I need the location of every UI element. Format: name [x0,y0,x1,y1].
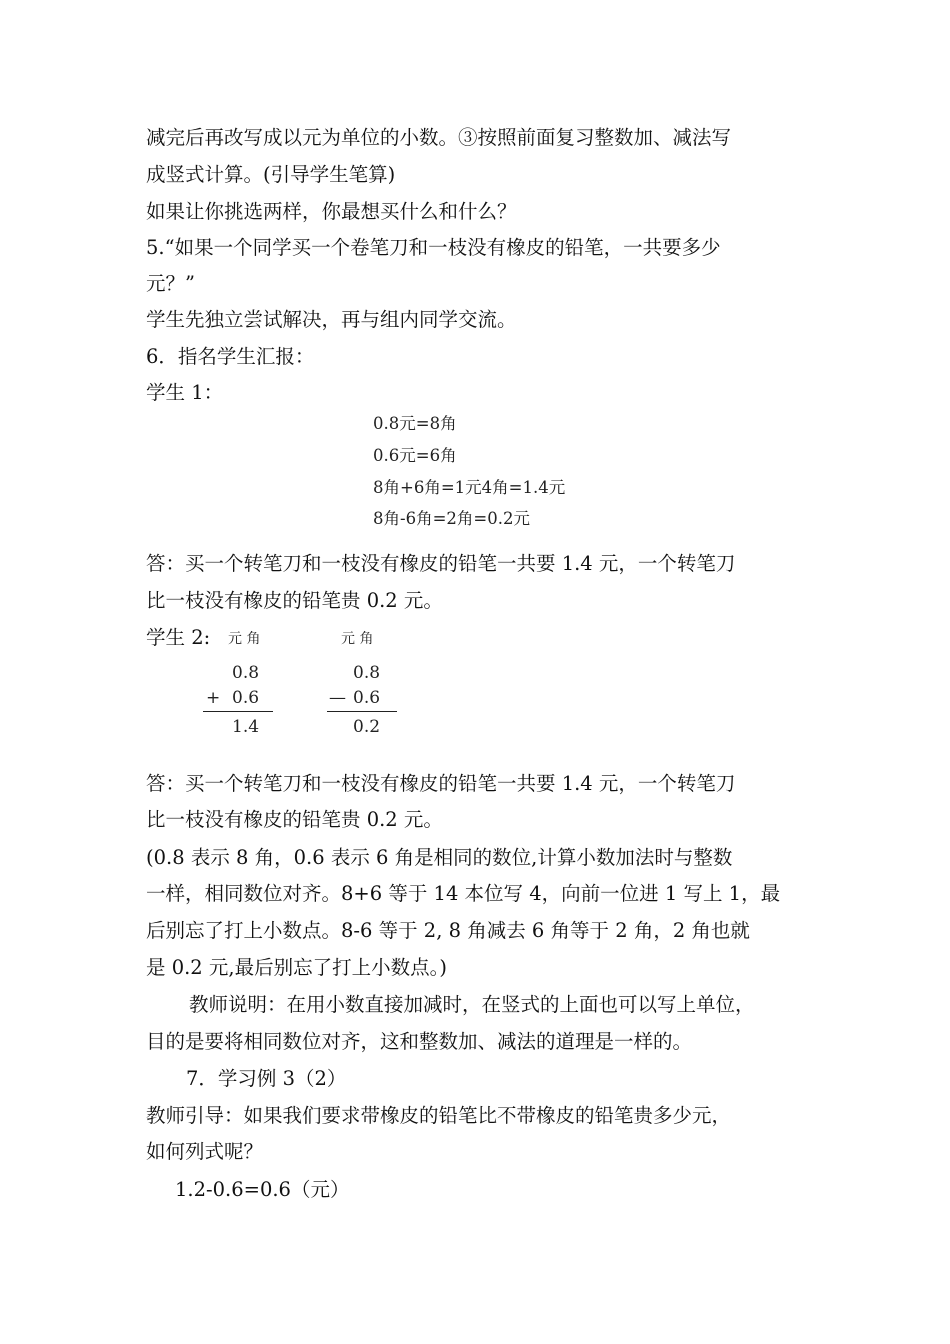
answer-line: 比一枝没有橡皮的铅笔贵 0.2 元。 [146,808,443,831]
difference-line [327,711,397,712]
answer-line: 答：买一个转笔刀和一枝没有橡皮的铅笔一共要 1.4 元，一个转笔刀 [146,772,736,795]
student-1-label: 学生 1： [146,381,224,404]
difference-result: 0.2 [353,717,381,737]
addend-bottom: 0.6 [232,688,260,708]
answer-line: 答：买一个转笔刀和一枝没有橡皮的铅笔一共要 1.4 元，一个转笔刀 [146,552,736,575]
explanation-line: 后别忘了打上小数点。8-6 等于 2, 8 角减去 6 角等于 2 角，2 角也就 [146,919,750,942]
explanation-line: 是 0.2 元,最后别忘了打上小数点。) [146,956,447,979]
plus-sign: + [206,688,221,708]
text-line: 如果让你挑选两样，你最想买什么和什么？ [146,200,517,223]
text-line: 6．指名学生汇报： [146,345,315,368]
teacher-guide-line: 教师引导：如果我们要求带橡皮的铅笔比不带橡皮的铅笔贵多少元， [146,1104,732,1127]
explanation-line: 一样，相同数位对齐。8+6 等于 14 本位写 4，向前一位进 1 写上 1，最 [146,882,781,905]
calc-line: 8角+6角=1元4角=1.4元 [373,478,566,497]
unit-label: 元 角 [341,631,374,647]
calc-line: 0.6元=6角 [373,446,457,465]
teacher-note-line: 目的是要将相同数位对齐，这和整数加、减法的道理是一样的。 [146,1030,693,1053]
text-line: 5.“如果一个同学买一个卷笔刀和一枝没有橡皮的铅笔，一共要多少 [146,236,721,259]
calc-line: 8角-6角=2角=0.2元 [373,509,530,528]
minus-sign: — [329,688,346,708]
answer-line: 比一枝没有橡皮的铅笔贵 0.2 元。 [146,589,443,612]
addend-top: 0.8 [232,663,260,683]
text-line: 学生先独立尝试解决，再与组内同学交流。 [146,308,517,331]
sum-result: 1.4 [232,717,260,737]
text-line: 元？” [146,272,195,295]
teacher-guide-line: 如何列式呢？ [146,1140,264,1163]
section-heading: 7．学习例 3（2） [186,1067,347,1090]
student-2-label: 学生 2: [146,626,211,649]
minuend: 0.8 [353,663,381,683]
unit-label: 元 角 [228,631,261,647]
calc-line: 0.8元=8角 [373,414,457,433]
text-line: 减完后再改写成以元为单位的小数。③按照前面复习整数加、减法写 [146,126,732,149]
explanation-line: (0.8 表示 8 角，0.6 表示 6 角是相同的数位,计算小数加法时与整数 [146,846,733,869]
equation-line: 1.2-0.6=0.6（元） [175,1178,350,1201]
sum-line [203,711,273,712]
teacher-note-line: 教师说明：在用小数直接加减时，在竖式的上面也可以写上单位， [189,993,755,1016]
text-line: 成竖式计算。(引导学生笔算) [146,163,396,186]
subtrahend: 0.6 [353,688,381,708]
